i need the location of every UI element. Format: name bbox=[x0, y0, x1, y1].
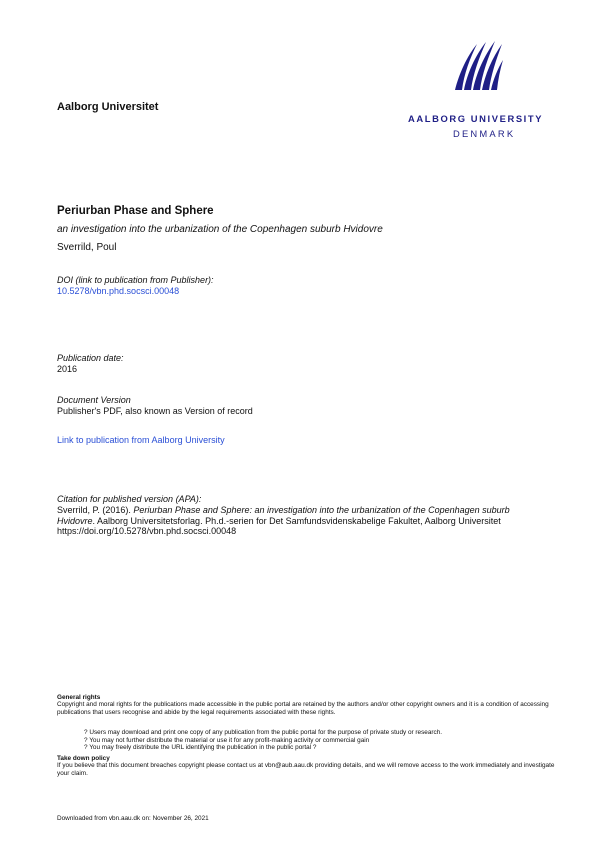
citation-prefix: Sverrild, P. (2016). bbox=[57, 505, 134, 515]
publication-date-value: 2016 bbox=[57, 364, 78, 374]
list-item: ? You may freely distribute the URL identifying the publication in the public portal ? bbox=[84, 744, 317, 752]
take-down-title: Take down policy bbox=[57, 755, 110, 762]
publication-date-label: Publication date: bbox=[57, 353, 124, 363]
general-rights-text: Copyright and moral rights for the publications made accessible in the public portal are retained by the authors and/or other copyright owners and it is a condition of accessing publications that users recognise and abide by the legal requirements associated with these rights. bbox=[57, 701, 549, 716]
publication-title: Periurban Phase and Sphere bbox=[57, 205, 214, 217]
list-item: ? Users may download and print one copy of any publication from the public portal for the purpose of private study or research. bbox=[84, 729, 443, 736]
citation-label: Citation for published version (APA): bbox=[57, 494, 202, 504]
publication-author: Sverrild, Poul bbox=[57, 242, 117, 253]
download-stamp: Downloaded from vbn.aau.dk on: November 26, 2021 bbox=[57, 815, 209, 822]
citation-text bbox=[57, 505, 547, 537]
document-version-value: Publisher's PDF, also known as Version of record bbox=[57, 406, 253, 416]
aau-publication-link[interactable]: Link to publication from Aalborg University bbox=[57, 435, 225, 445]
logo-subline: DENMARK bbox=[453, 128, 516, 139]
publication-subtitle: an investigation into the urbanization of the Copenhagen suburb Hvidovre bbox=[57, 224, 383, 235]
doi-link[interactable]: 10.5278/vbn.phd.socsci.00048 bbox=[57, 286, 180, 296]
doi-label: DOI (link to publication from Publisher): bbox=[57, 275, 214, 285]
general-rights-title: General rights bbox=[57, 694, 101, 701]
document-version-label: Document Version bbox=[57, 395, 131, 405]
citation-suffix: . Aalborg Universitetsforlag. Ph.d.-serien for Det Samfundsvidenskabelige Fakultet, Aalborg Universitet https://doi.org/10.5278/vbn.phd.socsci.00048 bbox=[57, 515, 501, 537]
aau-wave-logo-icon bbox=[453, 36, 503, 92]
citation-title: Periurban Phase and Sphere: an investigation into the urbanization of the Copenhagen suburb Hvidovre bbox=[57, 505, 510, 526]
take-down-text: If you believe that this document breaches copyright please contact us at vbn@aub.aau.dk providing details, and we will remove access to the work immediately and investigate your claim. bbox=[57, 762, 555, 777]
logo-wordmark: AALBORG UNIVERSITY bbox=[408, 113, 544, 124]
list-item: ? You may not further distribute the material or use it for any profit-making activity or commercial gain bbox=[84, 736, 370, 744]
general-rights-list bbox=[84, 729, 442, 752]
institution-name: Aalborg Universitet bbox=[57, 101, 159, 113]
